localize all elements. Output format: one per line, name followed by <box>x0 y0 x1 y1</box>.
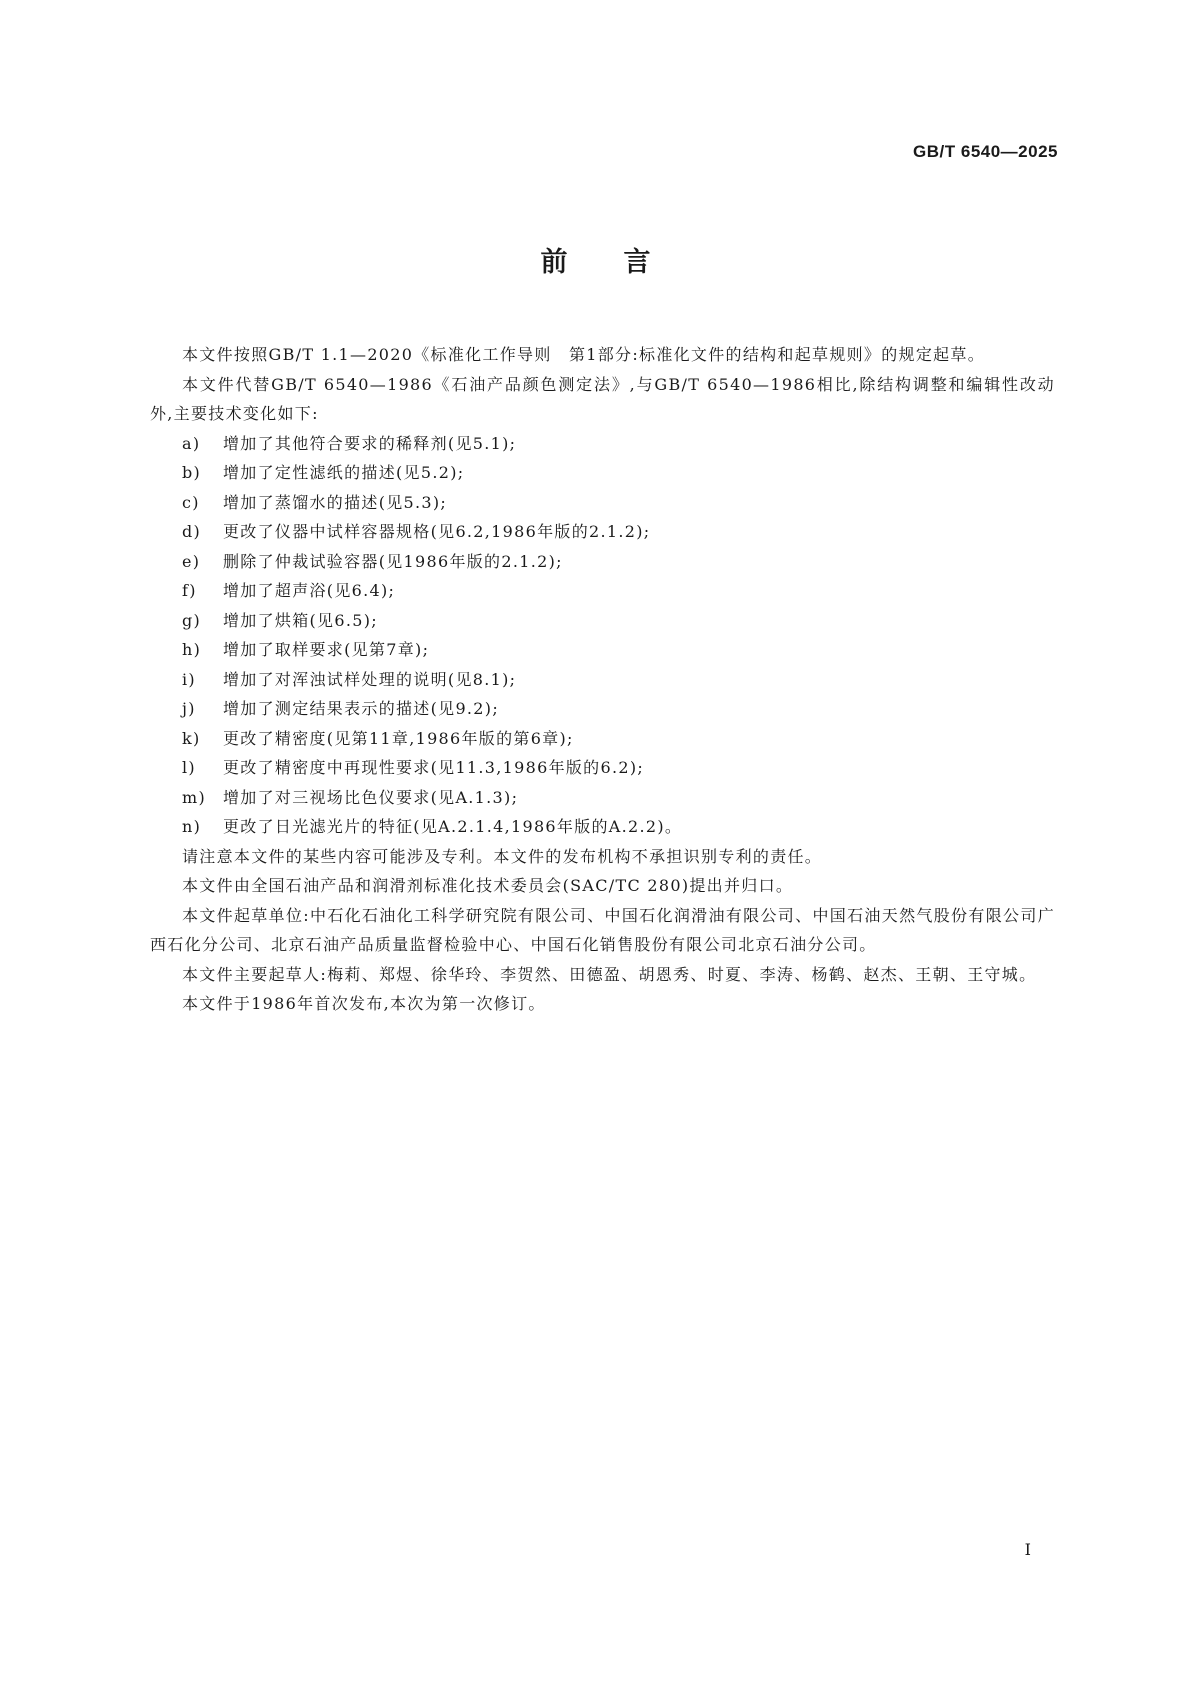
list-item-marker: b) <box>182 463 202 482</box>
list-item-text: 增加了超声浴(见6.4); <box>223 581 396 600</box>
list-item-text: 增加了取样要求(见第7章); <box>223 640 430 659</box>
list-item-text: 删除了仲裁试验容器(见1986年版的2.1.2); <box>223 551 563 571</box>
list-item <box>150 429 1055 459</box>
list-item-marker: a) <box>182 433 201 453</box>
list-item <box>150 665 1055 695</box>
list-item-marker: c) <box>182 492 200 512</box>
list-item-marker: n) <box>182 817 202 836</box>
list-item-marker: m) <box>182 787 207 807</box>
foreword-body <box>150 340 1055 1019</box>
list-item-marker: k) <box>182 728 201 748</box>
list-item-text: 增加了定性滤纸的描述(见5.2); <box>223 463 465 482</box>
paragraph: 本文件起草单位:中石化石油化工科学研究院有限公司、中国石化润滑油有限公司、中国石油天然气股份有限公司广西石化分公司、北京石油产品质量监督检验中心、中国石化销售股份有限公司北京石油分公司。 <box>150 905 1055 954</box>
list-item-text: 增加了烘箱(见6.5); <box>223 610 378 630</box>
list-item <box>150 753 1055 783</box>
list-item <box>150 488 1055 518</box>
list-item-marker: g) <box>182 610 202 630</box>
list-item <box>150 517 1055 547</box>
list-item-text: 增加了其他符合要求的稀释剂(见5.1); <box>223 433 517 453</box>
list-item <box>150 635 1055 665</box>
page-number: I <box>1024 1540 1031 1559</box>
document-code: GB/T 6540—2025 <box>913 142 1058 161</box>
list-item-marker: d) <box>182 522 202 541</box>
list-item <box>150 783 1055 813</box>
list-item-text: 更改了仪器中试样容器规格(见6.2,1986年版的2.1.2); <box>223 522 651 541</box>
paragraph: 本文件于1986年首次发布,本次为第一次修订。 <box>182 994 546 1013</box>
list-item-text: 更改了精密度中再现性要求(见11.3,1986年版的6.2); <box>223 758 645 777</box>
list-item-text: 更改了精密度(见第11章,1986年版的第6章); <box>223 728 574 748</box>
list-item-text: 更改了日光滤光片的特征(见A.2.1.4,1986年版的A.2.2)。 <box>223 817 683 836</box>
paragraph: 本文件按照GB/T 1.1—2020《标准化工作导则 第1部分:标准化文件的结构和起草规则》的规定起草。 <box>182 345 986 364</box>
list-item-marker: f) <box>182 581 197 600</box>
paragraph: 本文件由全国石油产品和润滑剂标准化技术委员会(SAC/TC 280)提出并归口。 <box>182 876 794 895</box>
list-item <box>150 606 1055 636</box>
list-item <box>150 812 1055 842</box>
list-item-marker: i) <box>182 669 196 689</box>
list-item-text: 增加了对浑浊试样处理的说明(见8.1); <box>223 669 517 689</box>
list-item <box>150 576 1055 606</box>
paragraph: 本文件代替GB/T 6540—1986《石油产品颜色测定法》,与GB/T 6540—1986相比,除结构调整和编辑性改动外,主要技术变化如下: <box>150 374 1055 423</box>
list-item-marker: h) <box>182 640 202 659</box>
list-item-text: 增加了蒸馏水的描述(见5.3); <box>223 492 448 512</box>
list-item <box>150 547 1055 577</box>
list-item-marker: e) <box>182 551 201 571</box>
page-title: 前言 <box>540 247 707 278</box>
list-item-marker: l) <box>182 758 196 777</box>
list-item-text: 增加了测定结果表示的描述(见9.2); <box>223 699 500 718</box>
list-item <box>150 724 1055 754</box>
paragraph: 请注意本文件的某些内容可能涉及专利。本文件的发布机构不承担识别专利的责任。 <box>182 846 823 866</box>
list-item-text: 增加了对三视场比色仪要求(见A.1.3); <box>223 787 519 807</box>
paragraph: 本文件主要起草人:梅莉、郑煜、徐华玲、李贺然、田德盈、胡恩秀、时夏、李涛、杨鹤、赵杰、王朝、王守城。 <box>182 964 1037 984</box>
list-item-marker: j) <box>182 699 196 718</box>
list-item <box>150 694 1055 724</box>
list-item <box>150 458 1055 488</box>
